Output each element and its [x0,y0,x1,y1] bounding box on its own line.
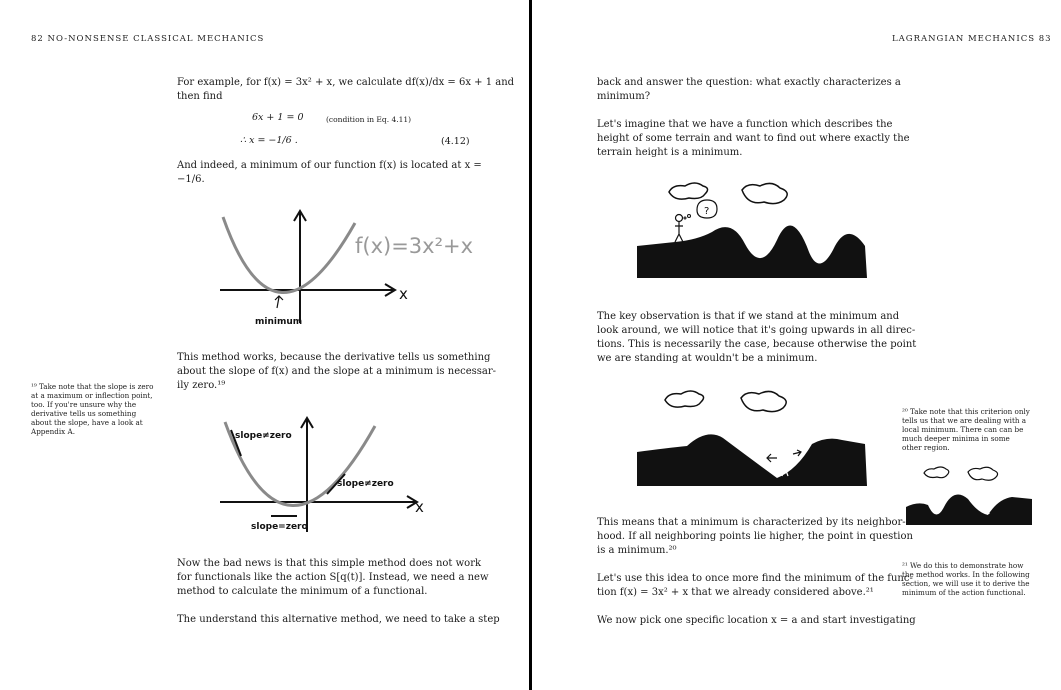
right-para5-line1: Let's use this idea to once more find the minimum of the func- [597,573,913,584]
observer-head [676,215,683,222]
left-para2-line1: And indeed, a minimum of our function f(x) is located at x = [177,160,482,171]
observer-body [782,457,788,476]
thought-dot-1 [688,215,691,218]
left-para2-line2: −1/6. [177,174,205,185]
x-axis-label: x [415,498,424,516]
cloud-left [665,391,704,407]
thought-question-mark: ? [704,206,710,217]
left-para4-line1: Now the bad news is that this simple method does not work [177,558,482,569]
look-arrow-right [793,450,801,456]
left-page [0,0,530,690]
observer-head [987,503,991,507]
right-para3-line4: we are standing at wouldn't be a minimum. [597,353,818,364]
right-page [532,0,1061,690]
figure-terrain-observer-top [637,180,867,280]
minimum-pointer [275,296,283,308]
right-para3-line3: tions. This is necessarily the case, because otherwise the point [597,339,917,350]
left-para1-line1: For example, for f(x) = 3x² + x, we calculate df(x)/dx = 6x + 1 and [177,77,515,88]
sidenote-20: ²⁰ Take note that this criterion only tells us that we are dealing with a local minimum. There can can be much deeper minima in some other region. [902,407,1030,453]
observer-body [675,222,683,242]
right-para2-line1: Let's imagine that we have a function which describes the [597,119,893,130]
look-arrow-left [767,454,777,462]
left-para3-line3: ily zero.¹⁹ [177,380,226,391]
right-para6-line1: We now pick one specific location x = a and start investigating [597,615,916,626]
equation-number: (4.12) [441,136,470,147]
sidenote-21: ²¹ We do this to demonstrate how the method works. In the following section, we will use it to derive the minimum of the action functional. [902,561,1030,598]
terrain-silhouette [637,434,867,486]
right-para1-line1: back and answer the question: what exactly characterizes a [597,77,901,88]
slope-nonzero-left-label: slope≠zero [235,431,292,441]
function-label: f(x)=3x²+x [355,234,474,258]
slope-nonzero-right-label: slope≠zero [337,479,394,489]
left-para1-line2: then find [177,91,223,102]
right-running-header: LAGRANGIAN MECHANICS 83 [892,34,1052,44]
left-para3-line2: about the slope of f(x) and the slope at a minimum is necessar- [177,366,497,377]
right-para3-line1: The key observation is that if we stand at the minimum and [597,311,900,322]
thought-dot-2 [684,217,686,219]
right-para2-line2: height of some terrain and want to find out where exactly the [597,133,910,144]
cloud-left [924,467,949,478]
right-para5-line2: tion f(x) = 3x² + x that we already considered above.²¹ [597,587,874,598]
figure-terrain-margin-small [906,465,1036,527]
left-para3-line1: This method works, because the derivative tells us something [177,352,491,363]
cloud-right [741,391,786,411]
equation-line-1: 6x + 1 = 0 [252,112,304,123]
figure-terrain-observer-minimum [637,388,867,488]
equation-condition: (condition in Eq. 4.11) [326,115,412,124]
left-para5-line1: The understand this alternative method, we need to take a step [177,614,500,625]
cloud-right [968,467,998,480]
figure-parabola-slopes [215,412,455,537]
right-para3-line2: look around, we will notice that it's going upwards in all direc- [597,325,916,336]
cloud-right [742,183,787,203]
terrain-silhouette [637,226,867,278]
slope-zero-label: slope=zero [251,522,308,532]
parabola-curve [223,217,355,293]
observer-head [782,451,788,457]
x-axis-label: x [399,285,408,303]
right-para4-line2: hood. If all neighboring points lie higher, the point in question [597,531,913,542]
right-para1-line2: minimum? [597,91,651,102]
left-para4-line3: method to calculate the minimum of a functional. [177,586,428,597]
equation-line-2: ∴ x = −1/6 . [240,135,298,146]
cloud-left [669,183,708,199]
right-para4-line3: is a minimum.²⁰ [597,545,677,556]
right-para2-line3: terrain height is a minimum. [597,147,743,158]
terrain-silhouette [906,495,1032,526]
left-para4-line2: for functionals like the action S[q(t)]. Instead, we need a new [177,572,489,583]
minimum-label: minimum [255,317,303,327]
right-para4-line1: This means that a minimum is characterized by its neighbor- [597,517,906,528]
left-running-header: 82 NO-NONSENSE CLASSICAL MECHANICS [31,34,265,44]
sidenote-19: ¹⁹ Take note that the slope is zero at a maximum or inflection point, too. If you're unsure why the derivative tells us something about the slope, have a look at Appendix A. [31,382,154,437]
figure-parabola-minimum [215,205,474,330]
